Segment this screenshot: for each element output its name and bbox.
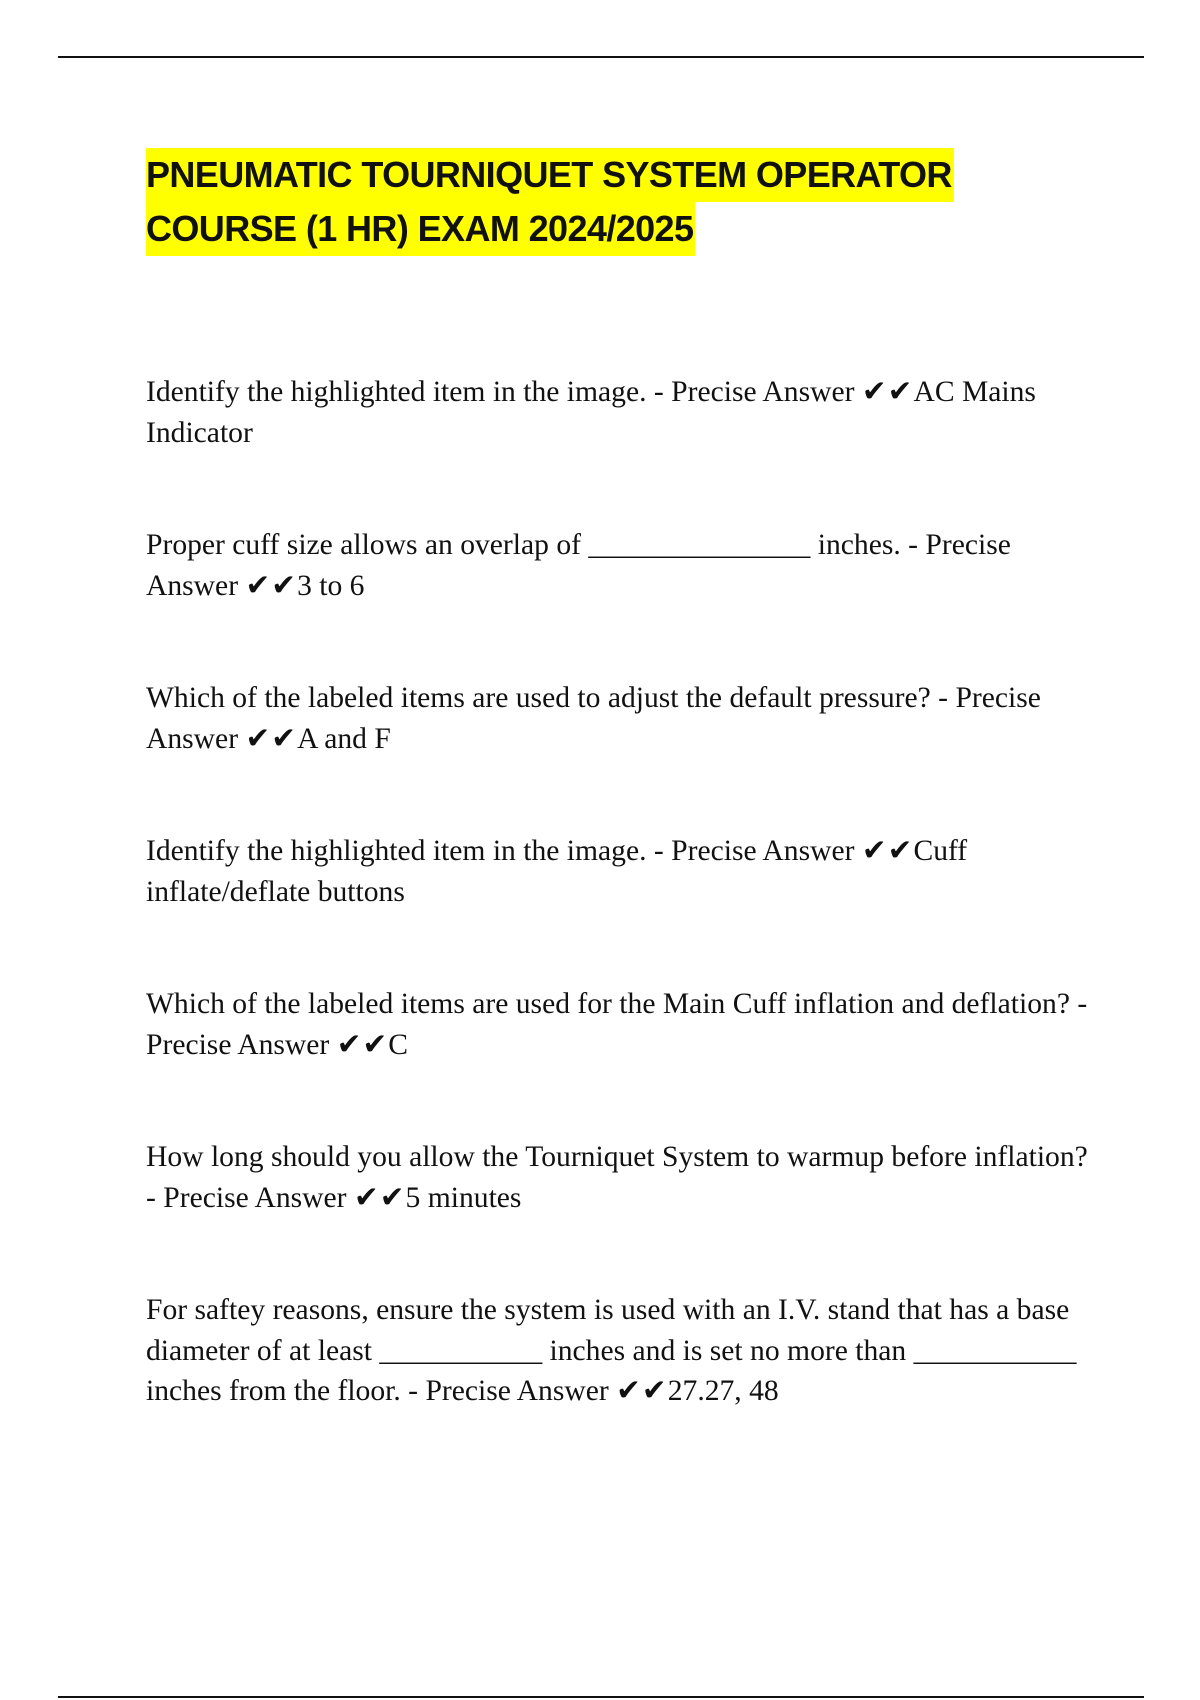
separator: - [146, 1141, 1096, 1214]
answer-label: Precise Answer [146, 682, 1047, 755]
title-line-2: COURSE (1 HR) EXAM 2024/2025 [146, 202, 695, 256]
question-answer-list [146, 372, 1096, 1484]
question-text: Which of the labeled items are used to adjust the default pressure? [146, 682, 931, 714]
qa-item-1 [146, 372, 1091, 453]
title-line-1: PNEUMATIC TOURNIQUET SYSTEM OPERATOR [146, 148, 954, 202]
qa-item-4 [146, 831, 1091, 912]
answer-text: A and F [297, 722, 391, 755]
answer-text: AC Mains Indicator [146, 376, 1044, 449]
qa-item-5 [146, 984, 1095, 1065]
bottom-rule [58, 1696, 1144, 1698]
check-marks-icon: ✔✔ [245, 722, 298, 755]
question-text: Which of the labeled items are used for the Main Cuff inflation and deflation? [146, 988, 1070, 1020]
document-title [146, 148, 1066, 256]
separator: - [400, 1375, 426, 1407]
separator: - [646, 835, 672, 867]
check-marks-icon: ✔✔ [861, 376, 914, 408]
answer-label: Precise Answer [671, 376, 855, 408]
separator: - [1069, 988, 1095, 1020]
answer-text: Cuff inflate/deflate buttons [146, 835, 975, 908]
question-text: For saftey reasons, ensure the system is used with an I.V. stand that has a base diameter of at least ___________ inches and is set no more than ___________ inches from the floor. [146, 1294, 1084, 1407]
separator: - [646, 376, 672, 408]
answer-label: Precise Answer [146, 1028, 330, 1061]
check-marks-icon: ✔✔ [353, 1181, 406, 1214]
separator: - [930, 682, 956, 714]
question-text: Identify the highlighted item in the image. [146, 376, 647, 408]
check-marks-icon: ✔✔ [336, 1028, 389, 1061]
answer-text: C [388, 1028, 409, 1061]
answer-label: Precise Answer [425, 1375, 609, 1407]
qa-item-3 [146, 678, 1091, 759]
separator: - [900, 529, 926, 561]
question-text: Proper cuff size allows an overlap of _______________ inches. [146, 529, 901, 561]
qa-item-6 [146, 1137, 1096, 1218]
answer-label: Precise Answer [671, 835, 855, 867]
qa-item-7 [146, 1290, 1091, 1412]
check-marks-icon: ✔✔ [245, 569, 298, 602]
check-marks-icon: ✔✔ [861, 835, 914, 867]
question-text: How long should you allow the Tourniquet System to warmup before inflation? [146, 1141, 1088, 1173]
answer-text: 5 minutes [405, 1181, 522, 1214]
answer-label: Precise Answer [163, 1181, 347, 1214]
answer-label: Precise Answer [146, 529, 1017, 602]
qa-item-2 [146, 525, 1091, 606]
answer-text: 27.27, 48 [667, 1375, 779, 1407]
check-marks-icon: ✔✔ [616, 1375, 668, 1407]
question-text: Identify the highlighted item in the image. [146, 835, 647, 867]
answer-text: 3 to 6 [297, 569, 365, 602]
top-rule [58, 56, 1144, 58]
